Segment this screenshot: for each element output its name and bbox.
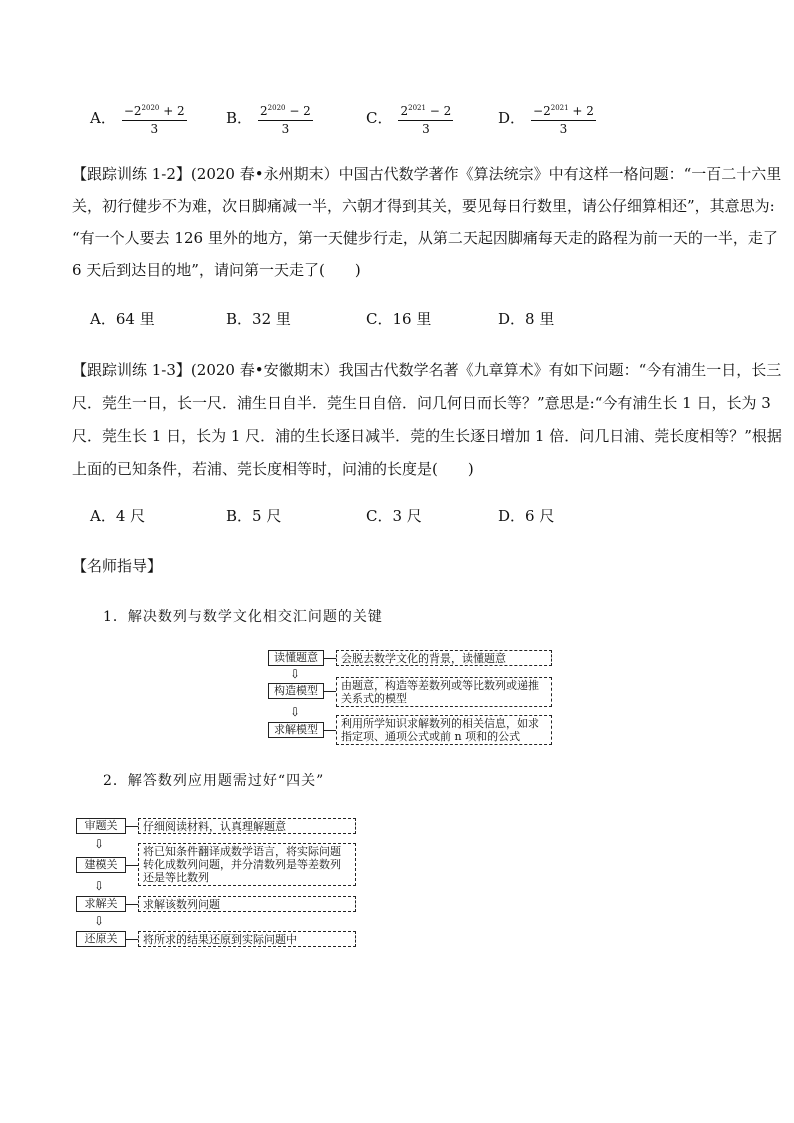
q3-option-c[interactable]: C．3 尺	[366, 507, 422, 525]
q3-line-3: 尺．莞生长 1 日，长为 1 尺．浦的生长逐日减半．莞的生长逐日增加 1 倍．问几日浦、莞长度相等？”根据	[72, 427, 782, 445]
flow2-step-4: 还原关	[76, 931, 126, 947]
q2-line-3: “有一个人要去 126 里外的地方，第一天健步行走，从第二天起因脚痛每天走的路程为前一天的一半，走了	[72, 229, 778, 247]
flow2-desc-2: 将已知条件翻译成数学语言，将实际问题转化成数列问题，并分清数列是等差数列还是等比数列	[138, 843, 356, 886]
q2-line-2: 关，初行健步不为难，次日脚痛减一半，六朝才得到其关，要见每日行数里，请公仔细算相还”，其意思为:	[72, 197, 775, 215]
flow2-connector-2	[126, 865, 138, 866]
q3-line-2: 尺．莞生一日，长一尺．浦生日自半．莞生日自倍．问几何日而长等？”意思是:“今有浦生长 1 日，长为 3	[72, 394, 771, 412]
option-d[interactable]: D． $\frac{-2^{2021} + 2}{3}$	[498, 101, 596, 137]
flow2-step-3: 求解关	[76, 896, 126, 912]
flow1-desc-1: 会脱去数学文化的背景，读懂题意	[336, 650, 552, 666]
flow1-connector-1	[324, 658, 336, 659]
flow1-desc-2: 由题意，构造等差数列或等比数列或递推关系式的模型	[336, 677, 552, 707]
down-arrow-icon: ⇩	[94, 879, 105, 893]
flow2-connector-4	[126, 939, 138, 940]
flow2-desc-3: 求解该数列问题	[138, 896, 356, 912]
tip-2-title: 2．解答数列应用题需过好“四关”	[103, 773, 325, 789]
flow2-step-2: 建模关	[76, 857, 126, 873]
q3-option-b[interactable]: B．5 尺	[226, 507, 282, 525]
q2-option-a[interactable]: A．64 里	[90, 310, 155, 328]
flow1-step-2: 构造模型	[268, 683, 324, 699]
option-b[interactable]: B． $\frac{2^{2020} - 2}{3}$	[226, 101, 313, 137]
flow1-step-1: 读懂题意	[268, 650, 324, 666]
q2-option-c[interactable]: C．16 里	[366, 310, 432, 328]
flow1-connector-2	[324, 691, 336, 692]
flow2-desc-1: 仔细阅读材料，认真理解题意	[138, 818, 356, 834]
flow1-step-3: 求解模型	[268, 722, 324, 738]
down-arrow-icon: ⇩	[290, 705, 301, 719]
q3-line-1: 【跟踪训练 1-3】(2020 春•安徽期末）我国古代数学名著《九章算术》有如下问题：“今有浦生一日，长三	[72, 361, 782, 379]
flow2-connector-1	[126, 826, 138, 827]
q2-line-4: 6 天后到达目的地”，请问第一天走了( )	[72, 261, 361, 279]
flow2-step-1: 审题关	[76, 818, 126, 834]
down-arrow-icon: ⇩	[94, 914, 105, 928]
q2-line-1: 【跟踪训练 1-2】(2020 春•永州期末）中国古代数学著作《算法统宗》中有这样一格问题：“一百二十六里	[72, 165, 782, 183]
guide-heading: 【名师指导】	[72, 557, 163, 575]
q3-option-d[interactable]: D．6 尺	[498, 507, 555, 525]
option-a[interactable]: A． $\frac{-2^{2020} + 2}{3}$	[90, 101, 187, 137]
q3-line-4: 上面的已知条件，若浦、莞长度相等时，问浦的长度是( )	[72, 460, 474, 478]
down-arrow-icon: ⇩	[290, 667, 301, 681]
q2-option-d[interactable]: D．8 里	[498, 310, 555, 328]
flow1-desc-3: 利用所学知识求解数列的相关信息，如求指定项、通项公式或前 n 项和的公式	[336, 715, 552, 745]
flow2-desc-4: 将所求的结果还原到实际问题中	[138, 931, 356, 947]
down-arrow-icon: ⇩	[94, 837, 105, 851]
flow2-connector-3	[126, 904, 138, 905]
q2-option-b[interactable]: B．32 里	[226, 310, 291, 328]
flow1-connector-3	[324, 730, 336, 731]
option-c[interactable]: C． $\frac{2^{2021} - 2}{3}$	[366, 101, 453, 137]
q3-option-a[interactable]: A．4 尺	[90, 507, 146, 525]
tip-1-title: 1．解决数列与数学文化相交汇问题的关键	[103, 609, 383, 625]
